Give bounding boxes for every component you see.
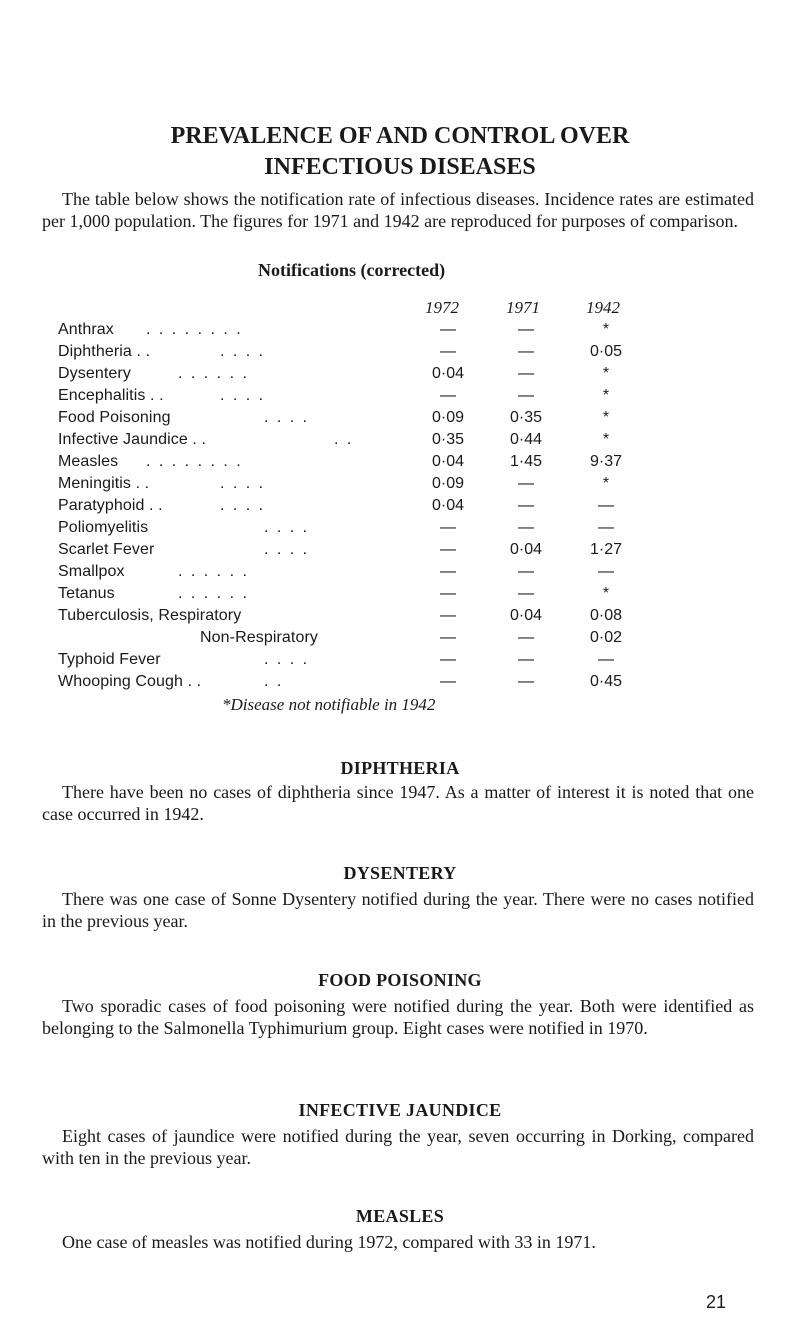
value-1942: 0·08 — [589, 607, 623, 624]
leader-dots: . . . . — [220, 497, 266, 514]
leader-dots: . . . . — [264, 519, 310, 536]
leader-dots: . . . . — [220, 387, 266, 404]
leader-dots: . . . . — [264, 541, 310, 558]
page-title-line-2: INFECTIOUS DISEASES — [264, 154, 536, 180]
intro-paragraph: The table below shows the notification rate of infectious diseases. Incidence rates are estimated per 1,000 population. The figures for 1971 and 1942 are reproduced for purposes of comparison. — [42, 189, 754, 231]
value-1942: 0·05 — [589, 343, 623, 360]
value-1942: 0·02 — [589, 629, 623, 646]
value-1942: — — [598, 519, 614, 536]
leader-dots: . . . . — [220, 475, 266, 492]
section-heading-food-poisoning: FOOD POISONING — [318, 970, 482, 990]
disease-label: Smallpox — [58, 563, 125, 580]
value-1972: 0·04 — [431, 497, 465, 514]
value-1972: — — [440, 519, 456, 536]
section-text-food-poisoning: Two sporadic cases of food poisoning were notified during the year. Both were identified as belonging to the Salmonella Typhimurium group. Eight cases were notified in 1970. — [42, 996, 754, 1038]
leader-dots: . . — [334, 431, 354, 448]
disease-label: Dysentery — [58, 365, 131, 382]
value-1942: 1·27 — [589, 541, 623, 558]
table-heading: Notifications (corrected) — [258, 260, 446, 280]
value-1972: — — [440, 607, 456, 624]
leader-dots: . . . . — [264, 651, 310, 668]
leader-dots: . . . . . . . . — [146, 453, 243, 470]
disease-label: Poliomyelitis — [58, 519, 149, 536]
table-row — [0, 585, 800, 607]
section-text-infective-jaundice: Eight cases of jaundice were notified during the year, seven occurring in Dorking, compared with ten in the previous year. — [42, 1126, 754, 1168]
leader-dots: . . . . — [264, 409, 310, 426]
value-1971: 0·04 — [509, 607, 543, 624]
table-row — [0, 409, 800, 431]
leader-dots: . . . . . . . . — [146, 321, 243, 338]
value-1942: * — [602, 321, 610, 338]
section-text-measles: One case of measles was notified during 1972, compared with 33 in 1971. — [62, 1232, 596, 1252]
value-1971: — — [518, 475, 534, 492]
value-1972: — — [440, 563, 456, 580]
value-1972: 0·09 — [431, 409, 465, 426]
value-1972: — — [440, 321, 456, 338]
value-1972: — — [440, 387, 456, 404]
table-row — [0, 651, 800, 673]
value-1971: — — [518, 585, 534, 602]
value-1971: — — [518, 321, 534, 338]
value-1971: 0·44 — [509, 431, 543, 448]
disease-label: Whooping Cough . . — [58, 673, 202, 690]
table-footnote: *Disease not notifiable in 1942 — [222, 695, 436, 714]
value-1971: 1·45 — [509, 453, 543, 470]
disease-label: Measles — [58, 453, 119, 470]
table-row — [0, 365, 800, 387]
value-1942: * — [602, 475, 610, 492]
table-row — [0, 563, 800, 585]
year-header-1972: 1972 — [425, 298, 459, 317]
disease-label: Paratyphoid . . — [58, 497, 163, 514]
disease-label: Infective Jaundice . . — [58, 431, 207, 448]
disease-label: Scarlet Fever — [58, 541, 155, 558]
value-1971: 0·35 — [509, 409, 543, 426]
year-header-1942: 1942 — [586, 298, 620, 317]
table-row — [0, 541, 800, 563]
value-1971: — — [518, 563, 534, 580]
value-1942: * — [602, 409, 610, 426]
disease-label: Tuberculosis, Respiratory — [58, 607, 242, 624]
value-1972: — — [440, 585, 456, 602]
value-1942: — — [598, 563, 614, 580]
section-heading-infective-jaundice: INFECTIVE JAUNDICE — [298, 1100, 502, 1120]
value-1972: — — [440, 343, 456, 360]
value-1972: — — [440, 673, 456, 690]
table-row — [0, 387, 800, 409]
value-1971: — — [518, 651, 534, 668]
leader-dots: . . . . . . — [178, 365, 249, 382]
table-row — [0, 475, 800, 497]
value-1972: — — [440, 541, 456, 558]
value-1972: 0·35 — [431, 431, 465, 448]
value-1942: * — [602, 387, 610, 404]
section-text-dysentery: There was one case of Sonne Dysentery notified during the year. There were no cases notified in the previous year. — [42, 889, 754, 931]
disease-label: Tetanus — [58, 585, 115, 602]
section-heading-dysentery: DYSENTERY — [343, 863, 457, 883]
table-row — [0, 629, 800, 651]
disease-label: Non-Respiratory — [200, 629, 318, 646]
table-row — [0, 607, 800, 629]
table-row — [0, 321, 800, 343]
disease-label: Anthrax — [58, 321, 114, 338]
leader-dots: . . . . . . — [178, 585, 249, 602]
value-1972: 0·04 — [431, 453, 465, 470]
section-heading-diphtheria: DIPHTHERIA — [340, 758, 460, 778]
value-1972: 0·09 — [431, 475, 465, 492]
year-header-1971: 1971 — [506, 298, 540, 317]
page-number: 21 — [706, 1292, 727, 1312]
value-1942: * — [602, 431, 610, 448]
leader-dots: . . . . . . — [178, 563, 249, 580]
value-1971: 0·04 — [509, 541, 543, 558]
section-text-diphtheria: There have been no cases of diphtheria since 1947. As a matter of interest it is noted that one case occurred in 1942. — [42, 782, 754, 824]
value-1942: — — [598, 651, 614, 668]
value-1942: * — [602, 585, 610, 602]
value-1972: — — [440, 629, 456, 646]
value-1942: 0·45 — [589, 673, 623, 690]
value-1971: — — [518, 497, 534, 514]
value-1942: 9·37 — [589, 453, 623, 470]
table-row — [0, 453, 800, 475]
disease-label: Typhoid Fever — [58, 651, 161, 668]
value-1972: 0·04 — [431, 365, 465, 382]
disease-label: Meningitis . . — [58, 475, 150, 492]
value-1972: — — [440, 651, 456, 668]
disease-label: Food Poisoning — [58, 409, 171, 426]
value-1942: * — [602, 365, 610, 382]
disease-label: Diphtheria . . — [58, 343, 151, 360]
table-row — [0, 519, 800, 541]
disease-label: Encephalitis . . — [58, 387, 164, 404]
table-row — [0, 673, 800, 695]
value-1971: — — [518, 519, 534, 536]
value-1971: — — [518, 365, 534, 382]
leader-dots: . . . . — [220, 343, 266, 360]
table-row — [0, 497, 800, 519]
section-heading-measles: MEASLES — [355, 1206, 445, 1226]
table-row — [0, 431, 800, 453]
value-1971: — — [518, 673, 534, 690]
value-1942: — — [598, 497, 614, 514]
table-row — [0, 343, 800, 365]
value-1971: — — [518, 629, 534, 646]
value-1971: — — [518, 387, 534, 404]
page-title-line-1: PREVALENCE OF AND CONTROL OVER — [170, 123, 630, 149]
value-1971: — — [518, 343, 534, 360]
leader-dots: . . — [264, 673, 284, 690]
